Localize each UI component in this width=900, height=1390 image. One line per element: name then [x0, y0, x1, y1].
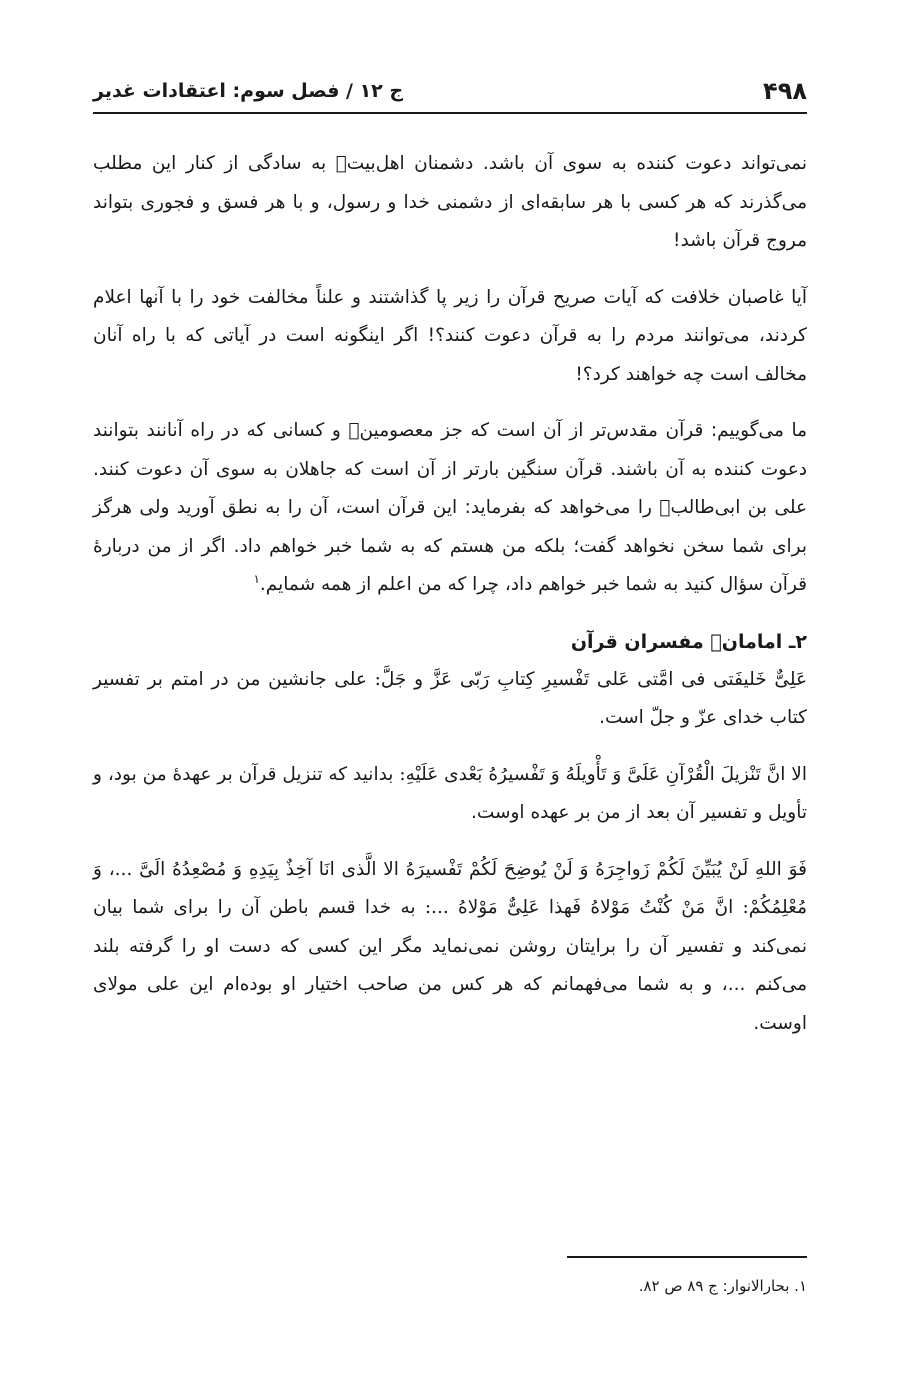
page-header: [93, 70, 807, 114]
paragraph-3-text: ما می‌گوییم: قرآن مقدس‌تر از آن است که جز معصومینؐ و کسانی که در راه آنانند بتوانند دعوت کننده به آن باشند. قرآن سنگین بارتر از آن است که جاهلان به سوی آن دعوت کنند. علی بن ابی‌طالبؐ را می‌خواهد که بفرماید: این قرآن است، آن را به نطق آورید ولی هرگز برای شما سخن نخواهد گفت؛ بلکه من هستم که به شما خبر خواهم داد. اگر از من دربارهٔ قرآن سؤال کنید به شما خبر خواهم داد، چرا که من اعلم از همه شمایم.: [93, 420, 807, 595]
section-heading: ۲ـ امامانؐ مفسران قرآن: [570, 630, 807, 653]
hadith-arabic-3: فَوَ اللهِ لَنْ یُبَیِّنَ لَکُمْ زَواجِرَهُ وَ لَنْ یُوضِحَ لَکُمْ تَفْسیرَهُ الا الَّذی انَا آخِذٌ بِیَدِهِ وَ مُصْعِدُهُ الَیَّ ...، وَ مُعْلِمُکُمْ: انَّ مَنْ کُنْتُ مَوْلاهُ فَهذا عَلِیٌّ مَوْلاهُ ...:: [93, 858, 807, 918]
footnote: ۱. بحارالانوار: ج ۸۹ ص ۸۲.: [638, 1277, 807, 1295]
hadith-arabic-1: عَلِیٌّ خَلیفَتی فی امَّتی عَلی تَفْسیرِ کِتابِ رَبّی عَزَّ و جَلَّ:: [374, 668, 808, 690]
page-number: ۴۹۸: [763, 77, 807, 105]
footnote-divider: [567, 1256, 807, 1258]
paragraph-4: [93, 661, 807, 738]
paragraph-2: آیا غاصبان خلافت که آیات صریح قرآن را زیر پا گذاشتند و علناً مخالفت خود را با آنها اعلام کردند، می‌توانند مردم را به قرآن دعوت کنند؟! اگر اینگونه است در آیاتی که با راه آنان مخالف است چه خواهند کرد؟!: [93, 286, 807, 385]
paragraph-3: [93, 412, 807, 605]
hadith-translation-2: بدانید که تنزیل قرآن بر عهدهٔ من بود، و تأویل و تفسیر آن بعد از من بر عهده اوست.: [93, 763, 807, 823]
hadith-arabic-2: الا انَّ تَنْزیلَ الْقُرْآنِ عَلَیَّ وَ تَأْویلَهُ وَ تَفْسیرُهُ بَعْدی عَلَیْهِ:: [399, 763, 807, 785]
page-body: [93, 145, 807, 1061]
paragraph-1: نمی‌تواند دعوت کننده به سوی آن باشد. دشمنان اهل‌بیتؐ به سادگی از کنار این مطلب می‌گذرند که هر کسی با هر سابقه‌ای از دشمنی خدا و رسول، و با هر فسق و فجوری بتواند مروج قرآن باشد!: [93, 153, 807, 251]
paragraph-6: [93, 851, 807, 1044]
running-title: ج ۱۲ / فصل سوم: اعتقادات غدیر: [93, 80, 404, 102]
hadith-translation-3: به خدا قسم باطن آن را برای شما بیان نمی‌کند و تفسیر آن را برایتان روشن نمی‌نماید مگر این کسی که دست او را گرفته بلند می‌کنم ...، و به شما می‌فهمانم که هر کس من صاحب اختیار او بوده‌ام این علی مولای اوست.: [93, 897, 807, 1034]
paragraph-5: [93, 756, 807, 833]
hadith-translation-1: علی جانشین من در امتم بر تفسیر کتاب خدای عزّ و جلّ است.: [93, 668, 807, 728]
footnote-reference[interactable]: ۱: [253, 571, 260, 586]
